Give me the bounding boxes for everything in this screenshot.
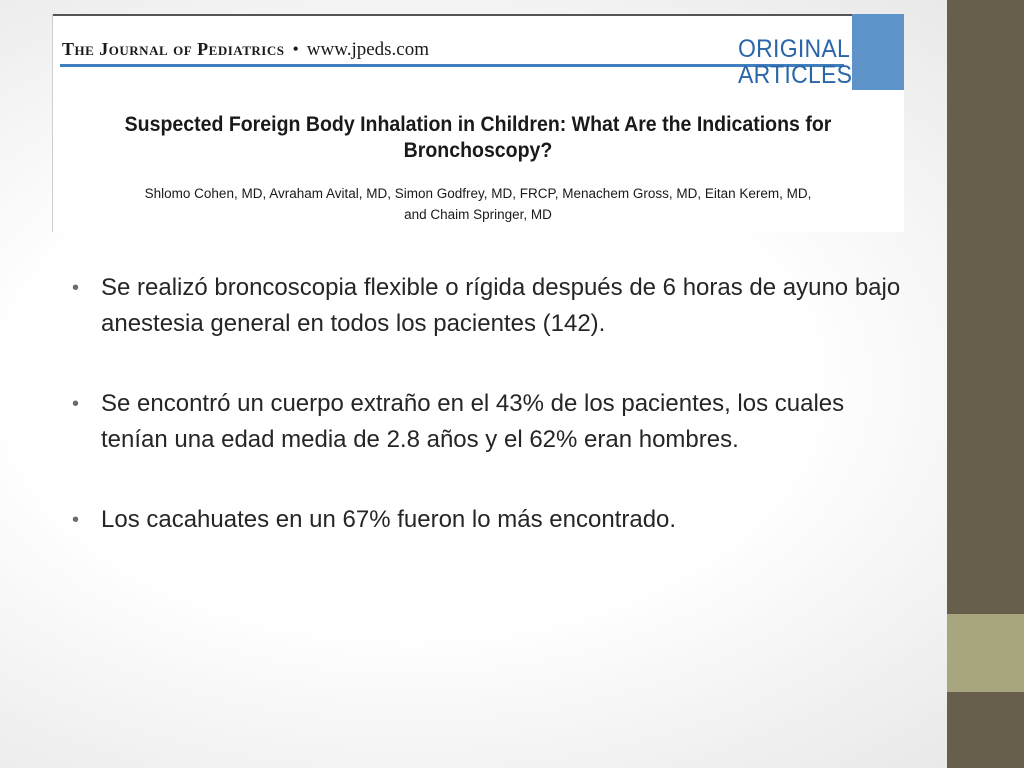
theme-sidebar-accent	[947, 614, 1024, 692]
bullet-icon: •	[72, 393, 80, 415]
journal-name: The Journal of Pediatrics	[62, 39, 285, 59]
bullet-icon: •	[72, 277, 80, 299]
article-title-line-1: Suspected Foreign Body Inhalation in Children: What Are the Indications for	[124, 113, 832, 136]
article-title	[82, 112, 874, 164]
article-authors-line-2: and Chaim Springer, MD	[404, 207, 552, 222]
bullet-text: Los cacahuates en un 67% fueron lo más encontrado.	[101, 506, 677, 533]
journal-separator: •	[292, 39, 299, 59]
bullet-item	[72, 386, 902, 458]
bullet-item	[72, 502, 902, 538]
article-authors	[52, 183, 904, 225]
article-title-line-2: Bronchoscopy?	[403, 139, 553, 162]
bullet-icon: •	[72, 509, 80, 531]
section-label-line-2: ARTICLES	[738, 61, 853, 89]
journal-url: www.jpeds.com	[306, 39, 430, 60]
journal-line	[62, 39, 429, 61]
section-label	[738, 36, 852, 88]
article-authors-line-1: Shlomo Cohen, MD, Avraham Avital, MD, Simon Godfrey, MD, FRCP, Menachem Gross, MD, Eitan Kerem, MD,	[144, 186, 812, 201]
top-rule	[52, 14, 904, 16]
journal-header-rule	[60, 64, 844, 67]
bullet-item	[72, 270, 902, 342]
bullet-list	[72, 270, 902, 582]
article-header-image	[52, 14, 904, 232]
bullet-text: Se encontró un cuerpo extraño en el 43% de los pacientes, los cuales tenían una edad media de 2.8 años y el 62% eran hombres.	[101, 390, 845, 453]
section-label-line-1: ORIGINAL	[738, 35, 851, 63]
section-color-block	[852, 14, 904, 90]
bullet-text: Se realizó broncoscopia flexible o rígida después de 6 horas de ayuno bajo anestesia general en todos los pacientes (142).	[101, 274, 901, 337]
